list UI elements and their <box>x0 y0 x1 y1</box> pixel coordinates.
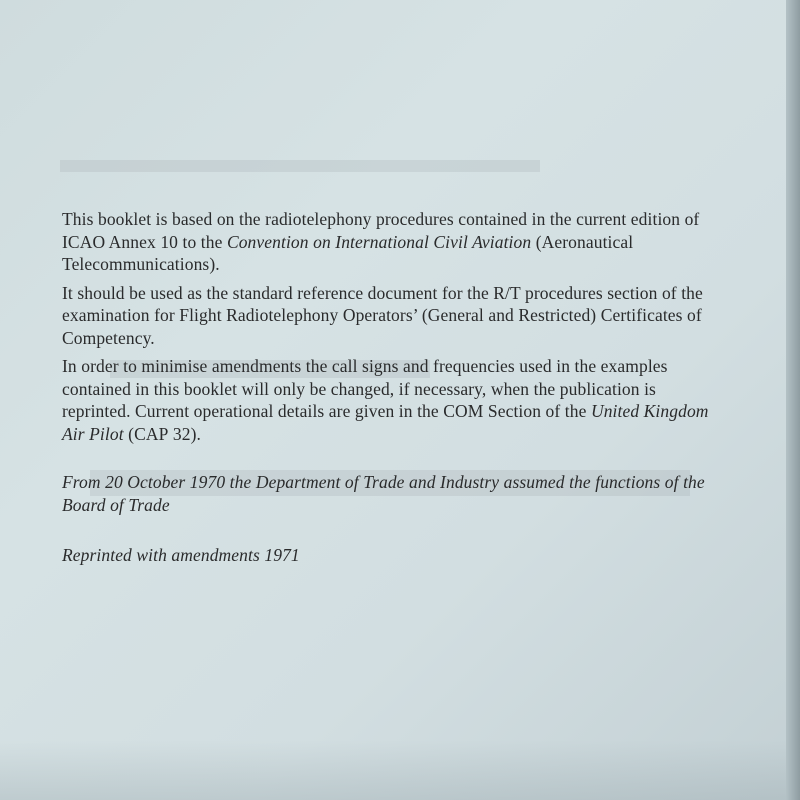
convention-title: Convention on International Civil Aviation <box>226 231 532 252</box>
show-through-line <box>60 160 540 172</box>
paragraph-annex-reference <box>62 208 722 276</box>
air-pilot-title: United Kingdom Air Pilot <box>62 401 709 444</box>
reprint-note: Reprinted with amendments 1971 <box>62 545 300 565</box>
paragraph-text: (Aeronautical Telecommunications). <box>62 231 634 274</box>
paragraph-text: ( <box>123 423 135 444</box>
paragraph-text: 32). <box>168 423 201 444</box>
paragraph-examination-use: It should be used as the standard reference document for the R/T procedures section of the examination for Flight Radiotelephony Operators’ (General and Restricted) Certificates of Competency. <box>62 282 703 348</box>
page-edge <box>786 0 800 800</box>
paragraph-text: This booklet is based on the radiotelephony procedures contained in the current edition of ICAO Annex 10 to the <box>62 209 700 252</box>
cap-abbreviation: CAP <box>134 423 169 444</box>
department-note: From 20 October 1970 the Department of Trade and Industry assumed the functions of the Board of Trade <box>62 472 705 515</box>
paragraph-text: In order to minimise amendments the call signs and frequencies used in the examples contained in this booklet will only be changed, if necessary, when the publication is reprinted. Current operational details are given in the COM Section of the <box>62 356 668 421</box>
document-body <box>62 208 722 573</box>
paragraph-amendments <box>62 355 722 445</box>
page-shadow <box>0 740 800 800</box>
